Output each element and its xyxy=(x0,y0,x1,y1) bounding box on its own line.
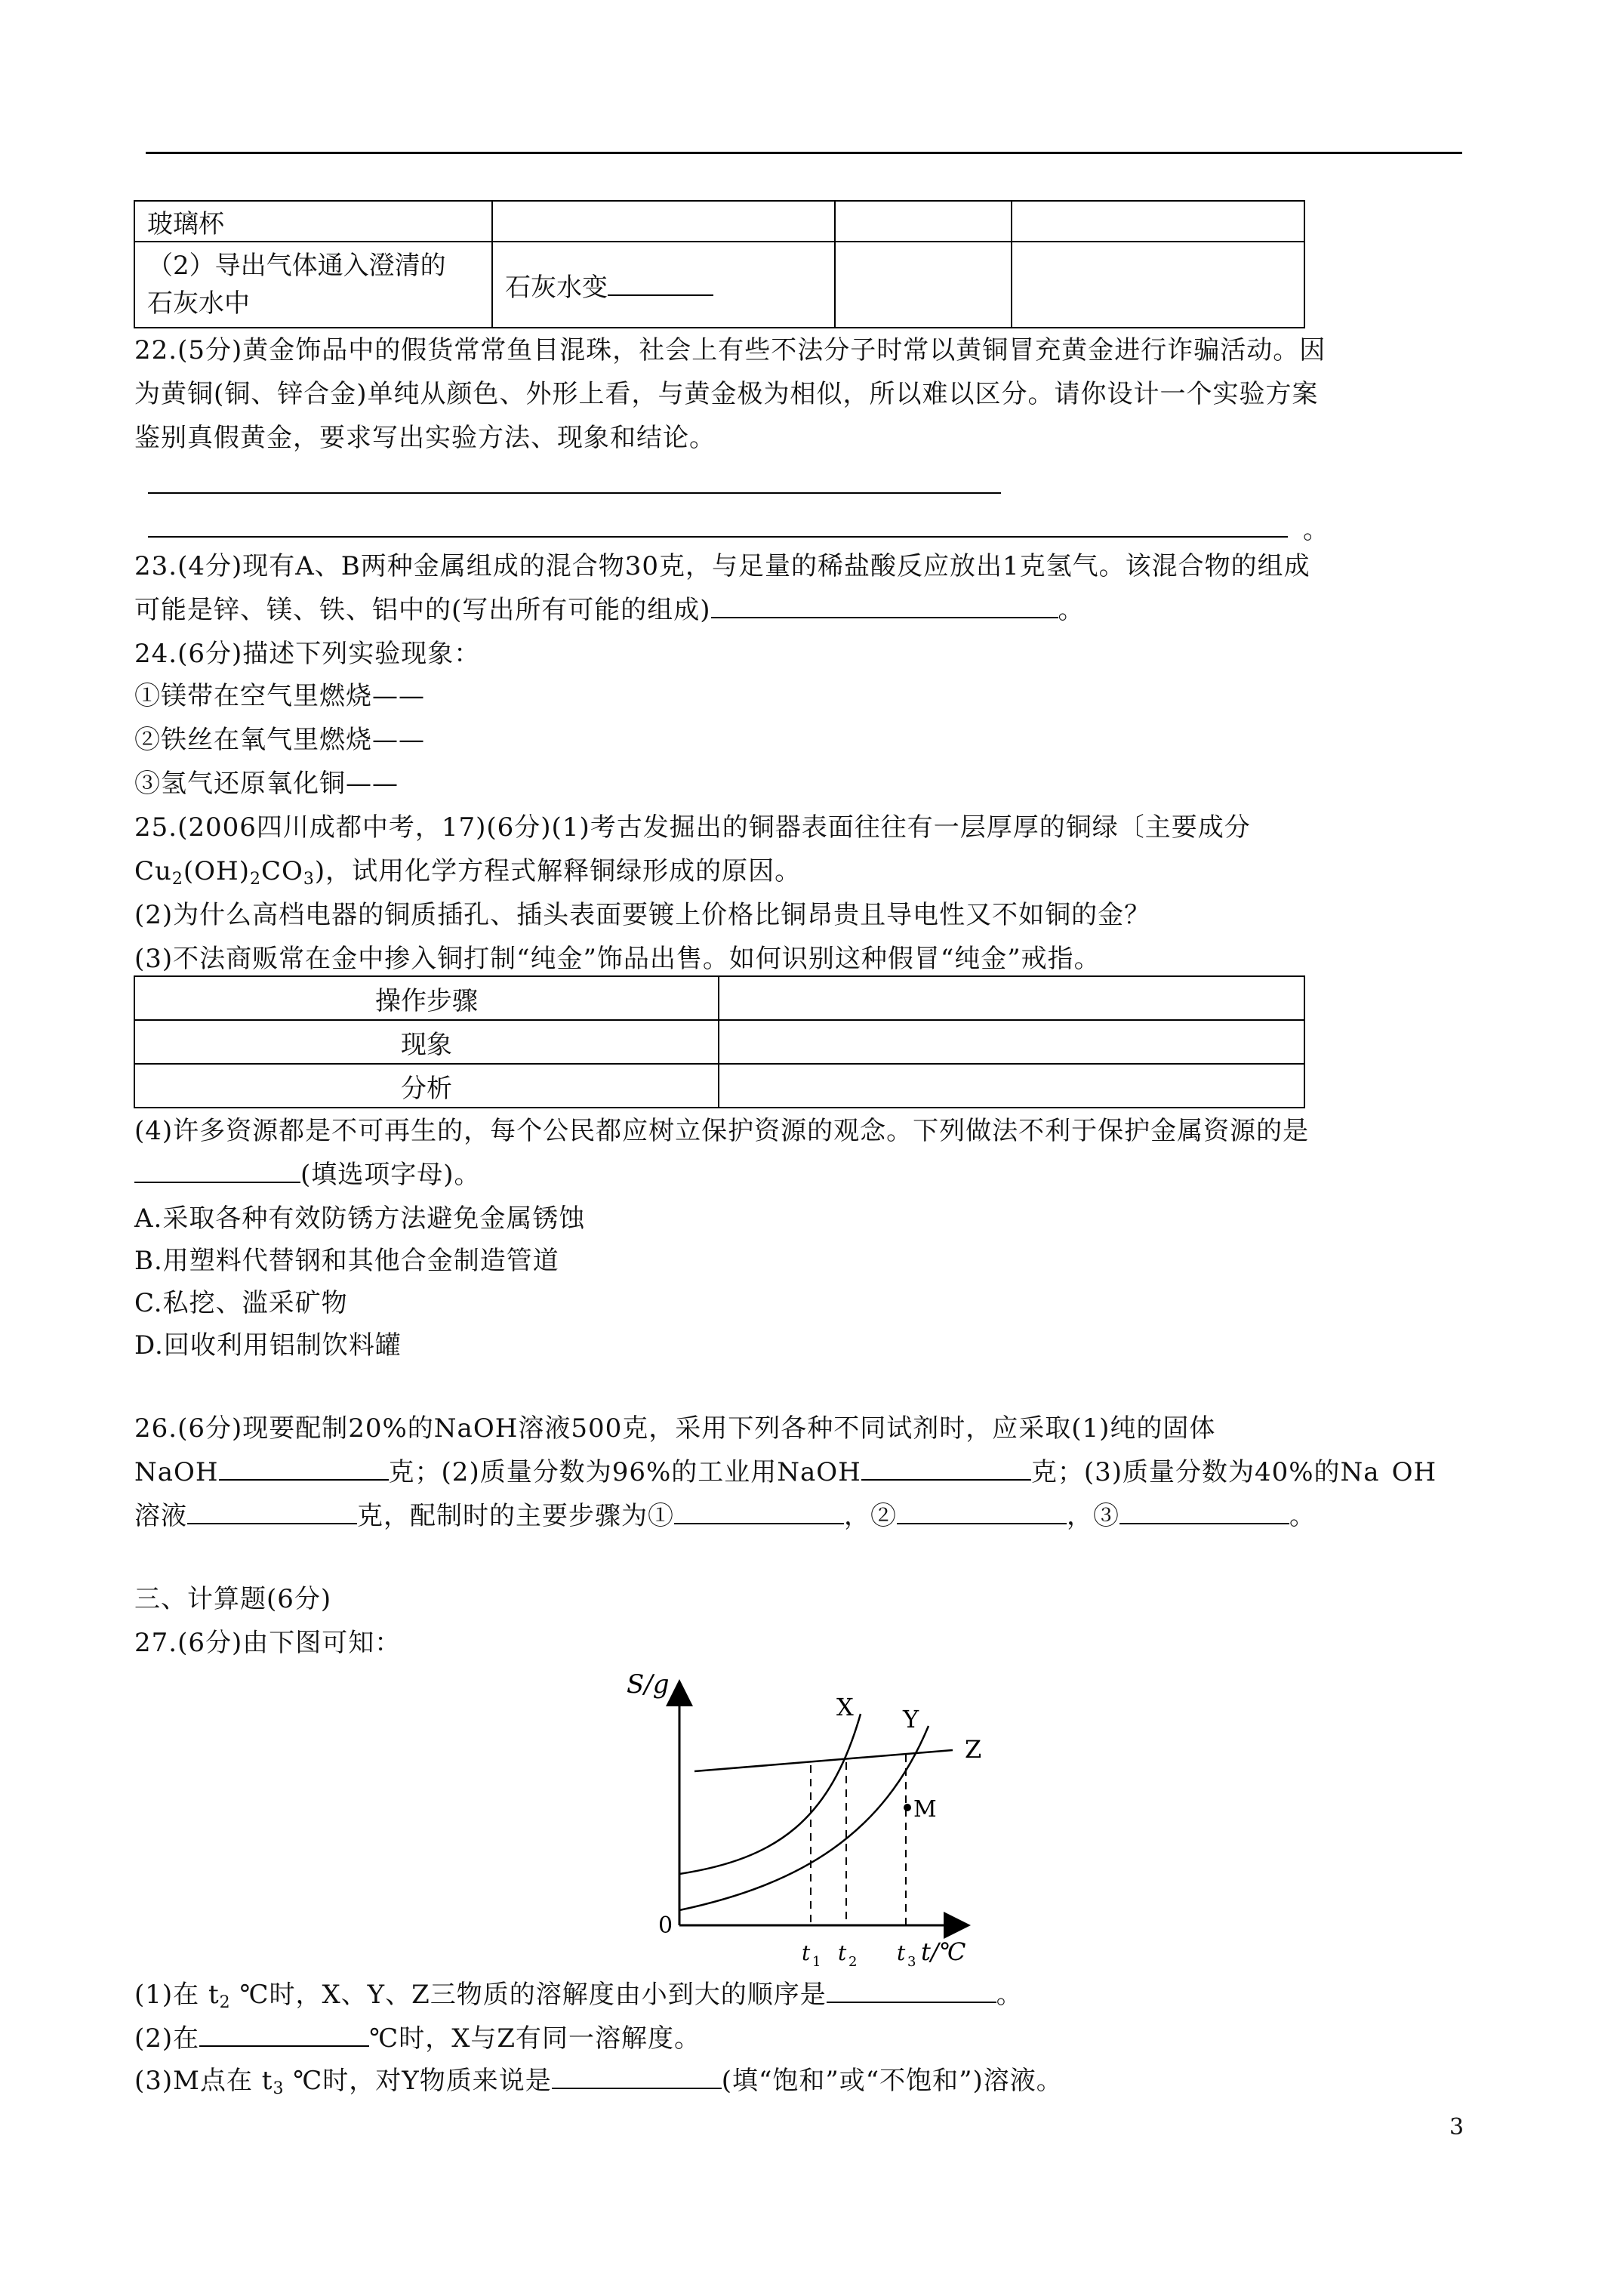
q22-line3: 鉴别真假黄金，要求写出实验方法、现象和结论。 xyxy=(134,423,716,453)
option-a: A.采取各种有效防锈方法避免金属锈蚀 xyxy=(134,1203,586,1234)
section-heading: 三、计算题(6分) xyxy=(134,1584,332,1614)
subscript: 3 xyxy=(303,870,315,889)
q27-text: ℃时，对Y物质来说是 xyxy=(284,2066,552,2096)
series-z-line xyxy=(694,1750,953,1771)
q23-line2 xyxy=(134,593,1085,627)
answer-blank[interactable] xyxy=(1119,1500,1289,1524)
option-b: B.用塑料代替钢和其他合金制造管道 xyxy=(134,1246,559,1276)
header-rule xyxy=(146,152,1462,154)
subscript: 2 xyxy=(171,870,183,889)
svg-text:1: 1 xyxy=(812,1954,821,1970)
subscript: 2 xyxy=(249,870,261,889)
q26-text: 。 xyxy=(1289,1501,1316,1531)
cell-text: 石灰水变 xyxy=(505,272,608,303)
table-cell xyxy=(492,242,835,328)
answer-blank[interactable] xyxy=(187,1500,357,1524)
q25-line3: (2)为什么高档电器的铜质插孔、插头表面要镀上价格比铜昂贵且导电性又不如铜的金？ xyxy=(134,900,1151,930)
q26-line2 xyxy=(134,1456,1437,1489)
q25-text: (OH) xyxy=(183,856,250,886)
q24-line2: ①镁带在空气里燃烧—— xyxy=(134,681,425,711)
subscript: 3 xyxy=(273,2079,285,2098)
subscript: 2 xyxy=(219,1993,231,2012)
q27-text: ℃时，X、Y、Z三物质的溶解度由小到大的顺序是 xyxy=(230,1980,827,2010)
svg-text:3: 3 xyxy=(907,1954,916,1970)
table-cell xyxy=(1012,242,1304,328)
tick-t1 xyxy=(802,1940,821,1970)
q22-line1: 22.(5分)黄金饰品中的假货常常鱼目混珠，社会上有些不法分子时常以黄铜冒充黄金进行诈骗活动。因 xyxy=(134,335,1326,365)
series-z-label: Z xyxy=(965,1735,982,1764)
q26-text: ，② xyxy=(844,1501,897,1531)
q24-line4: ③氢气还原氧化铜—— xyxy=(134,769,399,799)
table-cell xyxy=(134,242,492,328)
answer-blank[interactable] xyxy=(711,594,1058,618)
q27-text: 。 xyxy=(996,1980,1023,2010)
q25-text: CO xyxy=(260,856,303,886)
q27-text: ℃时，X与Z有同一溶解度。 xyxy=(369,2023,701,2054)
tick-t2 xyxy=(838,1940,857,1970)
q27-part1 xyxy=(134,1978,1023,2020)
q26-text: 克，配制时的主要步骤为① xyxy=(357,1501,674,1531)
q25-line6 xyxy=(134,1158,481,1191)
q26-text: NaOH xyxy=(134,1457,219,1487)
origin-label: 0 xyxy=(658,1912,673,1939)
series-y-label: Y xyxy=(903,1705,919,1734)
q26-text: 克；(3)质量分数为40%的Na xyxy=(1030,1457,1380,1487)
x-axis-label: t/℃ xyxy=(921,1937,966,1966)
q26-text: OH xyxy=(1391,1457,1437,1487)
q27-part2 xyxy=(134,2022,701,2055)
answer-line[interactable] xyxy=(148,492,1001,494)
point-m-label: M xyxy=(913,1796,937,1823)
svg-text:t: t xyxy=(802,1940,811,1965)
answer-blank[interactable] xyxy=(827,1979,996,2003)
option-c: C.私挖、滥采矿物 xyxy=(134,1288,348,1318)
identify-table xyxy=(134,975,1305,1108)
answer-blank[interactable] xyxy=(219,1456,389,1481)
q24-line3: ②铁丝在氧气里燃烧—— xyxy=(134,725,425,755)
q23-text: 可能是锌、镁、铁、铝中的(写出所有可能的组成) xyxy=(134,595,711,625)
table-header-cell: 现象 xyxy=(134,1020,719,1064)
q27-part3 xyxy=(134,2064,1063,2106)
solubility-chart xyxy=(604,1661,996,1978)
q26-line3 xyxy=(134,1499,1316,1533)
svg-text:t: t xyxy=(838,1940,847,1965)
answer-blank[interactable] xyxy=(861,1456,1031,1481)
table-cell xyxy=(835,201,1012,242)
table-cell[interactable] xyxy=(719,976,1304,1020)
cell-text: （2）导出气体通入澄清的 xyxy=(147,251,446,281)
table-cell xyxy=(835,242,1012,328)
svg-text:t: t xyxy=(897,1940,906,1965)
cell-text: 石灰水中 xyxy=(147,288,250,319)
series-y-curve xyxy=(679,1726,929,1910)
point-m xyxy=(904,1804,911,1811)
q27-text: (3)M点在 t xyxy=(134,2066,273,2096)
answer-blank[interactable] xyxy=(552,2065,722,2089)
q26-text: ，③ xyxy=(1067,1501,1119,1531)
answer-blank[interactable] xyxy=(608,272,713,296)
q25-text: )，试用化学方程式解释铜绿形成的原因。 xyxy=(314,856,802,886)
table-header-cell: 分析 xyxy=(134,1064,719,1108)
q25-line1: 25.(2006四川成都中考，17)(6分)(1)考古发掘出的铜器表面往往有一层厚厚的铜绿〔主要成分 xyxy=(134,812,1251,843)
answer-line[interactable] xyxy=(148,536,1288,538)
q26-line1: 26.(6分)现要配制20%的NaOH溶液500克，采用下列各种不同试剂时，应采取(1)纯的固体 xyxy=(134,1413,1216,1444)
q22-end: 。 xyxy=(1303,515,1329,545)
q23-text: 。 xyxy=(1058,595,1085,625)
answer-blank[interactable] xyxy=(897,1500,1067,1524)
table-cell[interactable] xyxy=(719,1020,1304,1064)
q23-line1: 23.(4分)现有A、B两种金属组成的混合物30克，与足量的稀盐酸反应放出1克氢气。该混合物的组成 xyxy=(134,551,1310,581)
answer-blank[interactable] xyxy=(134,1159,300,1183)
table-cell xyxy=(1012,201,1304,242)
q25-line5: (4)许多资源都是不可再生的，每个公民都应树立保护资源的观念。下列做法不利于保护金属资源的是 xyxy=(134,1116,1310,1146)
q25-line2 xyxy=(134,855,801,896)
q27-line1: 27.(6分)由下图可知： xyxy=(134,1628,402,1658)
svg-text:2: 2 xyxy=(848,1954,858,1970)
table-cell xyxy=(492,201,835,242)
answer-blank[interactable] xyxy=(674,1500,844,1524)
q25-line4: (3)不法商贩常在金中掺入铜打制“纯金”饰品出售。如何识别这种假冒“纯金”戒指。 xyxy=(134,944,1101,974)
q25-text: (填选项字母)。 xyxy=(300,1160,481,1190)
q24-line1: 24.(6分)描述下列实验现象： xyxy=(134,639,481,669)
q22-line2: 为黄铜(铜、锌合金)单纯从颜色、外形上看，与黄金极为相似，所以难以区分。请你设计一个实验方案 xyxy=(134,379,1319,409)
option-d: D.回收利用铝制饮料罐 xyxy=(134,1330,402,1361)
table-header-cell: 操作步骤 xyxy=(134,976,719,1020)
q27-text: (2)在 xyxy=(134,2023,200,2054)
table-cell[interactable] xyxy=(719,1064,1304,1108)
page-number: 3 xyxy=(1449,2114,1464,2140)
series-x-curve xyxy=(679,1714,861,1874)
experiment-table xyxy=(134,200,1305,328)
q27-text: (填“饱和”或“不饱和”)溶液。 xyxy=(721,2066,1063,2096)
q26-text: 克；(2)质量分数为96%的工业用NaOH xyxy=(388,1457,861,1487)
q26-text: 溶液 xyxy=(134,1501,187,1531)
q25-text: Cu xyxy=(134,856,172,886)
tick-t3 xyxy=(897,1940,916,1970)
series-x-label: X xyxy=(836,1693,854,1721)
y-axis-label: S/g xyxy=(627,1669,670,1700)
table-cell: 玻璃杯 xyxy=(134,201,492,242)
answer-blank[interactable] xyxy=(199,2023,369,2047)
q27-text: (1)在 t xyxy=(134,1980,220,2010)
